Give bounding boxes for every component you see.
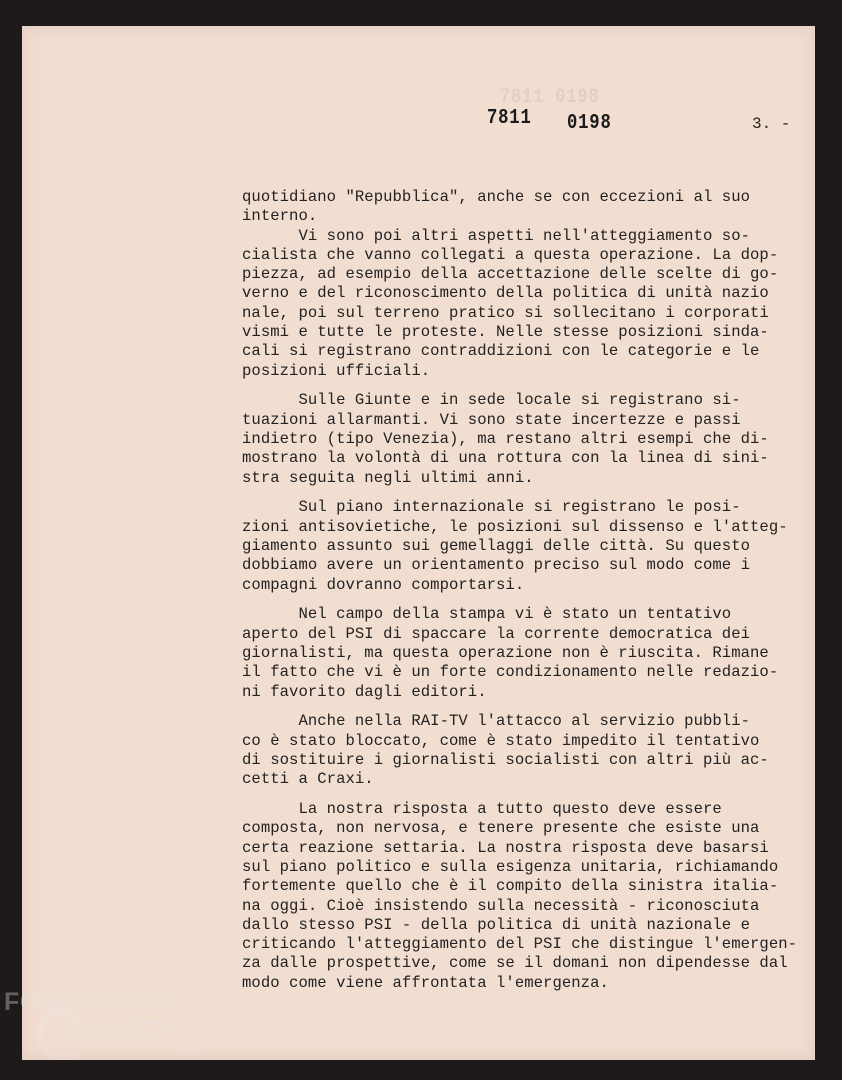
page-number: 3. -	[752, 115, 791, 133]
text-line: verno e del riconoscimento della politica di unità nazio	[242, 284, 769, 303]
archive-stamp-right: 0198	[567, 112, 612, 135]
text-line: aperto del PSI di spaccare la corrente democratica dei	[242, 624, 751, 643]
text-line: interno.	[242, 207, 318, 226]
text-line: tuazioni allarmanti. Vi sono state incertezze e passi	[242, 410, 741, 429]
text-line: posizioni ufficiali.	[242, 361, 431, 380]
watermark-line-1: FONDAZIONE	[4, 988, 175, 1016]
fondazione-gramsci-watermark	[4, 988, 200, 1058]
text-line: cetti a Craxi.	[242, 770, 374, 789]
text-line: sul piano politico e sulla esigenza unitaria, richiamando	[242, 858, 779, 876]
text-line: certa reazione settaria. La nostra risposta deve basarsi	[242, 838, 769, 857]
text-line: composta, non nervosa, e tenere presente che esiste una	[242, 819, 760, 838]
text-line: modo come viene affrontata l'emergenza.	[242, 973, 609, 992]
text-line: giornalisti, ma questa operazione non è riuscita. Rimane	[242, 644, 769, 663]
text-line: compagni dovranno comportarsi.	[242, 575, 525, 594]
text-line: piezza, ad esempio della accettazione delle scelte di go-	[242, 265, 779, 284]
watermark-line-3: onlus	[176, 1047, 200, 1058]
text-line: nale, poi sul terreno pratico si sollecitano i corporati	[242, 303, 769, 322]
text-line: za dalle prospettive, come se il domani non dipendesse dal	[242, 954, 788, 973]
text-line: co è stato bloccato, come è stato impedito il tentativo	[242, 731, 760, 750]
text-line: Sulle Giunte e in sede locale si registrano si-	[242, 391, 741, 410]
text-line: indietro (tipo Venezia), ma restano altri esempi che di-	[242, 430, 769, 449]
g-logo-icon	[38, 1010, 88, 1060]
text-line: cialista che vanno collegati a questa operazione. La dop-	[242, 245, 779, 264]
watermark-line-2: RAMSCI	[66, 1016, 168, 1044]
text-line: Anche nella RAI-TV l'attacco al servizio pubbli-	[242, 712, 751, 731]
text-line: dobbiamo avere un orientamento preciso sul modo come i	[242, 556, 751, 575]
text-line: dallo stesso PSI - della politica di unità nazionale e	[242, 915, 751, 934]
archive-stamp-left: 7811	[487, 107, 532, 130]
text-line: Sul piano internazionale si registrano le posi-	[242, 498, 741, 517]
text-line: di sostituire i giornalisti socialisti con altri più ac-	[242, 751, 769, 770]
text-line: zioni antisovietiche, le posizioni sul dissenso e l'atteg-	[242, 517, 788, 536]
bleed-through-stamp: 7811 0198	[500, 86, 600, 109]
text-line: Nel campo della stampa vi è stato un tentativo	[242, 605, 732, 624]
text-line: Vi sono poi altri aspetti nell'atteggiamento so-	[242, 226, 751, 245]
text-line: na oggi. Cioè insistendo sulla necessità - riconosciuta	[242, 896, 760, 915]
text-line: mostrano la volontà di una rottura con la linea di sini-	[242, 449, 769, 468]
text-line: vismi e tutte le proteste. Nelle stesse posizioni sinda-	[242, 323, 769, 342]
text-line: La nostra risposta a tutto questo deve essere	[242, 800, 722, 819]
text-line: il fatto che vi è un forte condizionamento nelle redazio-	[242, 663, 779, 682]
typewritten-body	[242, 188, 812, 993]
text-line: giamento assunto sui gemellaggi delle città. Su questo	[242, 537, 751, 556]
text-line: quotidiano "Repubblica", anche se con eccezioni al suo	[242, 188, 751, 206]
text-line: ni favorito dagli editori.	[242, 682, 487, 701]
text-line: cali si registrano contraddizioni con le categorie e le	[242, 342, 760, 361]
text-line: stra seguita negli ultimi anni.	[242, 468, 534, 487]
text-line: fortemente quello che è il compito della sinistra italia-	[242, 877, 779, 896]
text-line: criticando l'atteggiamento del PSI che distingue l'emergen-	[242, 935, 798, 954]
